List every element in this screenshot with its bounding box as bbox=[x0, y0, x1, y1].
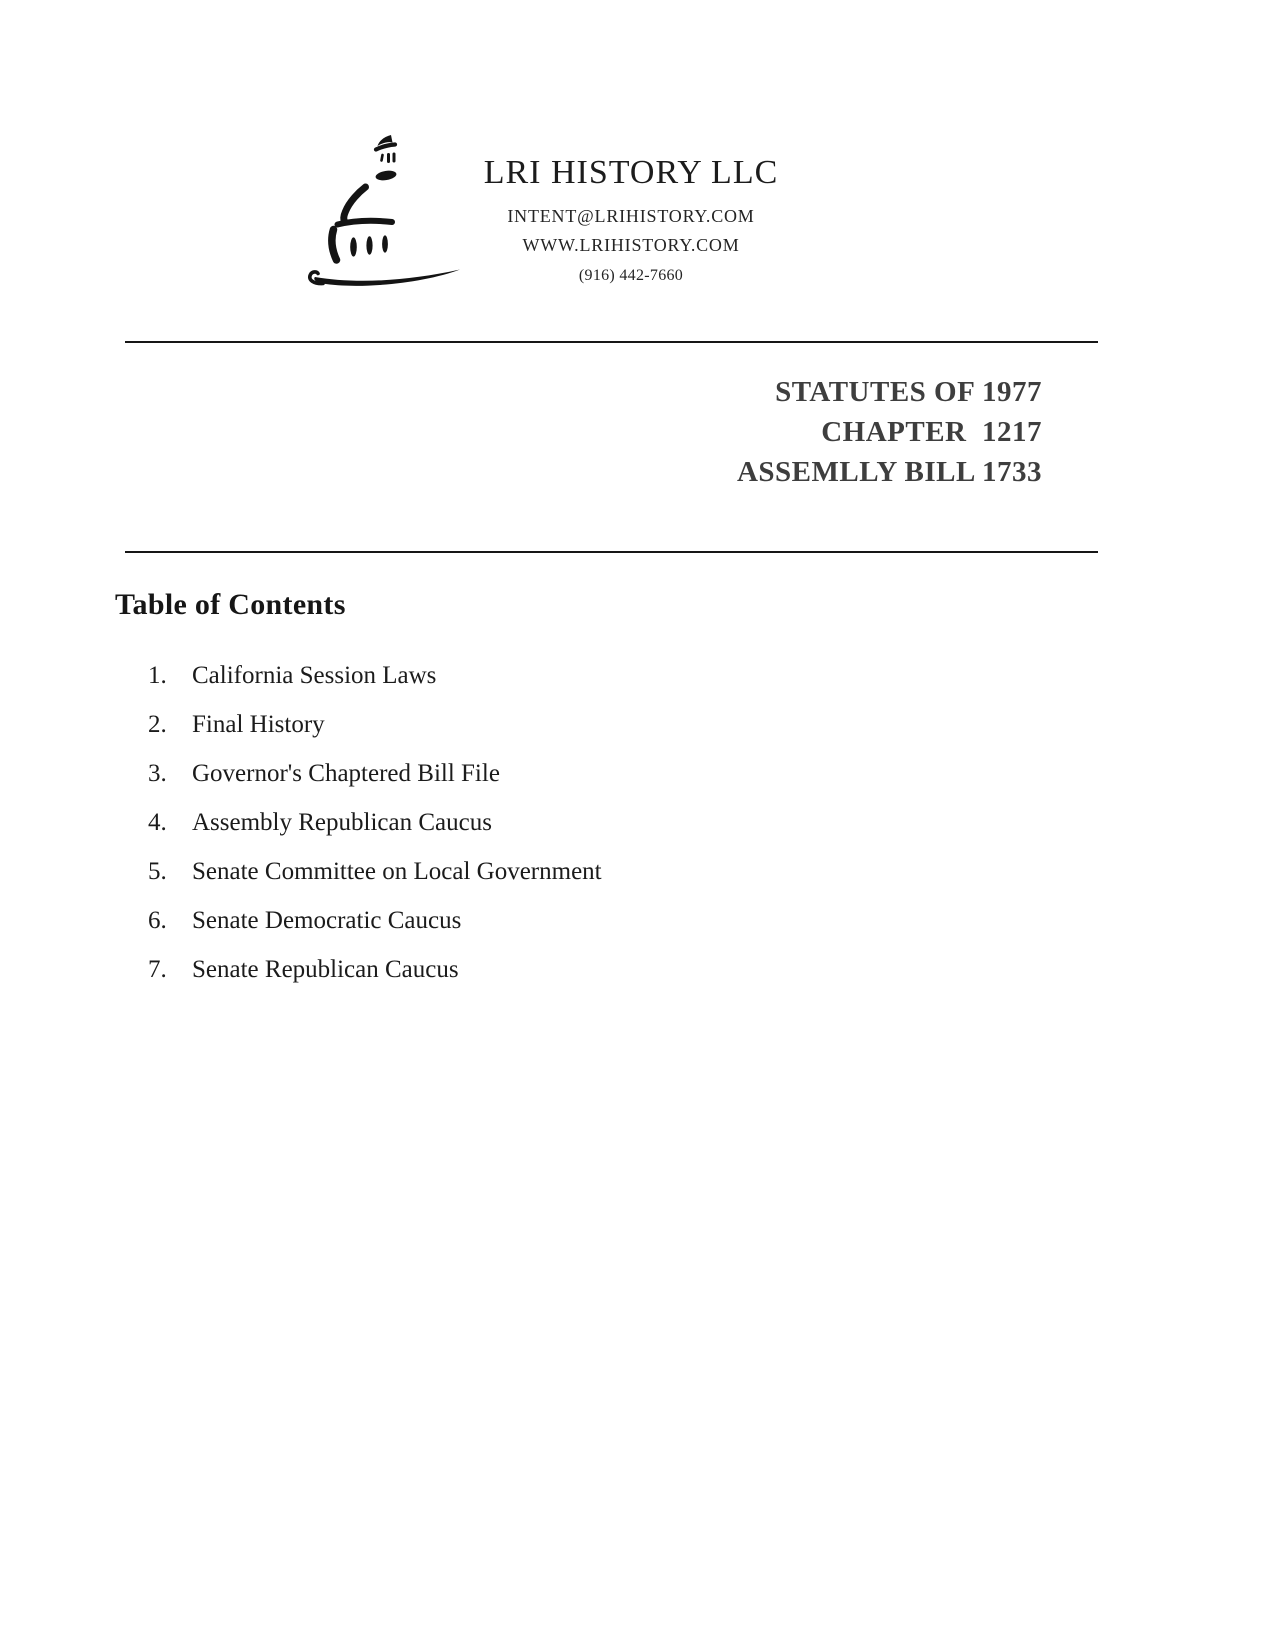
logo-column-1 bbox=[350, 237, 357, 256]
logo-column-2 bbox=[366, 236, 372, 254]
toc-item-label: California Session Laws bbox=[192, 661, 437, 689]
toc-item-label: Assembly Republican Caucus bbox=[192, 808, 492, 836]
letterhead bbox=[430, 152, 832, 287]
statute-line-statutes: STATUTES OF 1977 bbox=[775, 376, 1042, 408]
toc-item-number: 1. bbox=[148, 661, 167, 689]
divider-bottom bbox=[125, 551, 1098, 553]
company-email: INTENT@LRIHISTORY.COM bbox=[507, 206, 755, 226]
logo-flag-base bbox=[376, 145, 395, 150]
logo-lantern bbox=[375, 169, 397, 181]
logo-dome-curve bbox=[344, 187, 366, 222]
toc-item-number: 7. bbox=[148, 955, 167, 983]
divider-top bbox=[125, 341, 1098, 343]
toc-item bbox=[148, 749, 848, 798]
toc-item bbox=[148, 896, 848, 945]
toc-item-label: Governor's Chaptered Bill File bbox=[192, 759, 500, 787]
company-website: WWW.LRIHISTORY.COM bbox=[522, 235, 740, 255]
toc-item-number: 4. bbox=[148, 808, 167, 836]
toc-item bbox=[148, 798, 848, 847]
statute-line-bill: ASSEMLLY BILL 1733 bbox=[736, 456, 1042, 488]
statute-title-block bbox=[737, 372, 1042, 492]
toc-item-label: Senate Committee on Local Government bbox=[192, 857, 602, 885]
toc-list bbox=[148, 651, 848, 994]
logo-tick-1 bbox=[382, 155, 383, 161]
toc-item-number: 2. bbox=[148, 710, 167, 738]
statute-line-chapter: CHAPTER 1217 bbox=[821, 416, 1042, 448]
logo-dome-base bbox=[338, 221, 393, 225]
toc-heading: Table of Contents bbox=[115, 588, 346, 621]
toc-item-label: Final History bbox=[192, 710, 325, 738]
toc-item-number: 5. bbox=[148, 857, 167, 885]
toc-item-number: 6. bbox=[148, 906, 167, 934]
toc-item bbox=[148, 700, 848, 749]
toc-item-label: Senate Republican Caucus bbox=[192, 955, 459, 983]
toc-item-number: 3. bbox=[148, 759, 167, 787]
toc-item bbox=[148, 847, 848, 896]
company-name: LRI HISTORY LLC bbox=[483, 154, 779, 191]
logo-left-wall bbox=[332, 230, 337, 261]
toc-item-label: Senate Democratic Caucus bbox=[192, 906, 462, 934]
company-phone: (916) 442-7660 bbox=[578, 267, 684, 284]
toc-item bbox=[148, 945, 848, 994]
toc-item bbox=[148, 651, 848, 700]
logo-column-3 bbox=[382, 235, 388, 252]
